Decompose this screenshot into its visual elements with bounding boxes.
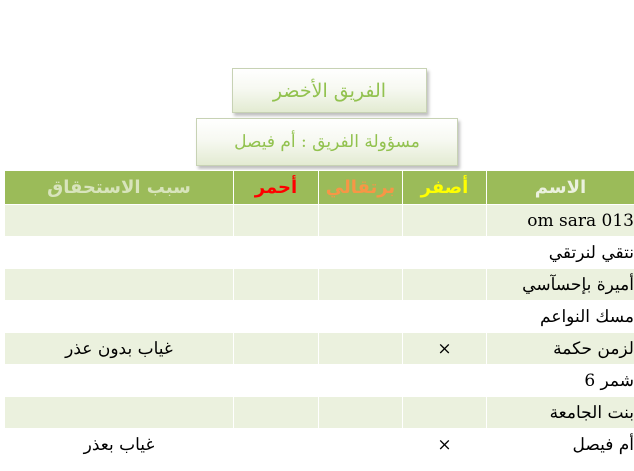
table-row (5, 205, 634, 237)
yellow-mark-cell: × (403, 333, 487, 365)
header-yellow: أصفر (403, 171, 487, 205)
name-cell: أميرة بإحسآسي (487, 269, 634, 301)
red-mark-cell (234, 269, 319, 301)
reason-cell (5, 237, 234, 269)
red-mark-cell (234, 365, 319, 397)
header-red: أحمر (234, 171, 319, 205)
yellow-mark-cell (403, 205, 487, 237)
reason-cell (5, 269, 234, 301)
table-row (5, 429, 634, 461)
table-row (5, 397, 634, 429)
orange-mark-cell (319, 365, 403, 397)
header-name: الاسم (487, 171, 634, 205)
table-row (5, 365, 634, 397)
reason-cell (5, 397, 234, 429)
reason-cell: غياب بدون عذر (5, 333, 234, 365)
table-header-row (5, 171, 634, 205)
yellow-mark-cell (403, 269, 487, 301)
orange-mark-cell (319, 397, 403, 429)
team-title: الفريق الأخضر (232, 68, 427, 113)
red-mark-cell (234, 397, 319, 429)
orange-mark-cell (319, 205, 403, 237)
name-cell: نتقي لنرتقي (487, 237, 634, 269)
reason-cell (5, 205, 234, 237)
red-mark-cell (234, 301, 319, 333)
table-row (5, 333, 634, 365)
yellow-mark-cell (403, 365, 487, 397)
red-mark-cell (234, 237, 319, 269)
name-cell: بنت الجامعة (487, 397, 634, 429)
table-body (5, 205, 634, 461)
yellow-mark-cell (403, 237, 487, 269)
orange-mark-cell (319, 333, 403, 365)
yellow-mark-cell: × (403, 429, 487, 461)
attendance-table (4, 170, 634, 461)
red-mark-cell (234, 333, 319, 365)
red-mark-cell (234, 205, 319, 237)
yellow-mark-cell (403, 301, 487, 333)
orange-mark-cell (319, 429, 403, 461)
header-reason: سبب الاستحقاق (5, 171, 234, 205)
header-orange: برتقالي (319, 171, 403, 205)
name-cell: لزمن حكمة (487, 333, 634, 365)
table-row (5, 301, 634, 333)
orange-mark-cell (319, 301, 403, 333)
reason-cell (5, 365, 234, 397)
name-cell: om sara 013 (487, 205, 634, 237)
table-row (5, 269, 634, 301)
name-cell: شمر 6 (487, 365, 634, 397)
name-cell: مسك النواعم (487, 301, 634, 333)
reason-cell: غياب بعذر (5, 429, 234, 461)
team-leader: مسؤولة الفريق : أم فيصل (196, 118, 458, 166)
yellow-mark-cell (403, 397, 487, 429)
name-cell: أم فيصل (487, 429, 634, 461)
orange-mark-cell (319, 269, 403, 301)
orange-mark-cell (319, 237, 403, 269)
red-mark-cell (234, 429, 319, 461)
table-row (5, 237, 634, 269)
reason-cell (5, 301, 234, 333)
